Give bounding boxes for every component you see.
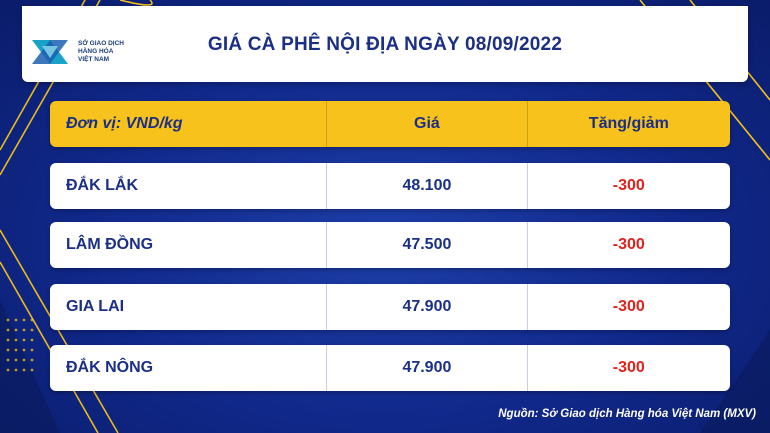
row-price: 47.900 [326,345,526,391]
mxv-logo-icon [28,36,72,68]
header-change: Tăng/giảm [527,101,730,147]
row-price: 48.100 [326,163,526,209]
row-change: -300 [527,345,730,391]
header-unit: Đơn vị: VND/kg [66,115,183,132]
row-change: -300 [527,284,730,330]
logo-line-2: HÀNG HÓA [78,48,114,55]
page-title: GIÁ CÀ PHÊ NỘI ĐỊA NGÀY 08/09/2022 [207,34,563,55]
mxv-logo [28,32,148,72]
source-note: Nguồn: Sở Giao dịch Hàng hóa Việt Nam (MXV) [498,408,756,420]
row-price: 47.900 [326,284,526,330]
table-row [50,345,730,391]
table-row [50,222,730,268]
header-price: Giá [326,101,526,147]
table-row [50,284,730,330]
table-header [50,101,730,147]
row-change: -300 [527,222,730,268]
table-row [50,163,730,209]
row-region: ĐẮK NÔNG [66,359,154,376]
row-change: -300 [527,163,730,209]
row-price: 47.500 [326,222,526,268]
row-region: LÂM ĐỒNG [66,236,154,253]
logo-line-3: VIỆT NAM [78,56,110,63]
logo-text [78,40,124,64]
row-region: GIA LAI [66,298,125,315]
logo-line-1: SỞ GIAO DỊCH [78,40,124,47]
row-region: ĐẮK LẮK [66,177,138,194]
